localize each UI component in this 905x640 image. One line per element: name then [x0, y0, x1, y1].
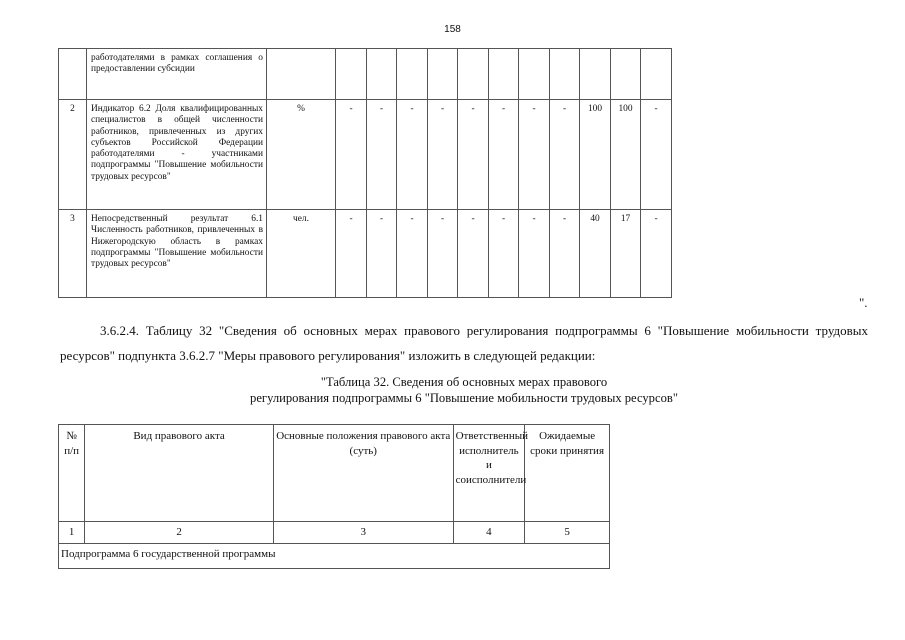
header-provisions: Основные положения правового акта (суть) [273, 425, 453, 522]
column-number-5: 5 [525, 522, 610, 544]
indicator-value-cell [489, 49, 519, 100]
indicators-table [58, 48, 672, 298]
indicator-row [59, 49, 672, 100]
legal-regulation-table [58, 424, 610, 569]
indicator-value-cell: - [428, 210, 458, 298]
header-act-type: Вид правового акта [85, 425, 274, 522]
indicator-row [59, 100, 672, 210]
indicator-unit: чел. [267, 210, 336, 298]
indicator-value-cell: - [458, 100, 489, 210]
page-number: 158 [444, 24, 461, 35]
caption-line-2: регулирования подпрограммы 6 "Повышение мобильности трудовых ресурсов" [250, 391, 678, 405]
indicator-number: 2 [59, 100, 87, 210]
indicator-value-cell [550, 49, 580, 100]
indicator-value-cell [580, 49, 611, 100]
indicator-value-cell: - [397, 100, 428, 210]
header-deadline: Ожидаемые сроки принятия [525, 425, 610, 522]
table-32-caption [60, 374, 868, 406]
indicator-value-cell: - [428, 100, 458, 210]
indicator-description: работодателями в рамках соглашения о предоставлении субсидии [87, 49, 267, 100]
indicator-value-cell [428, 49, 458, 100]
indicator-number: 3 [59, 210, 87, 298]
indicator-row [59, 210, 672, 298]
column-number-3: 3 [273, 522, 453, 544]
indicator-value-cell: - [367, 210, 397, 298]
indicator-value-cell: 100 [611, 100, 641, 210]
indicator-value-cell: - [367, 100, 397, 210]
indicator-value-cell: - [489, 100, 519, 210]
column-number-2: 2 [85, 522, 274, 544]
closing-quote: ". [859, 295, 868, 310]
indicator-value-cell: - [458, 210, 489, 298]
indicator-value-cell: - [550, 210, 580, 298]
indicator-value-cell [519, 49, 550, 100]
indicator-value-cell: - [397, 210, 428, 298]
indicator-description: Индикатор 6.2 Доля квалифицированных специалистов в общей численности работников, привлеченных из других субъектов Российской Федерации работодателями - участниками подпрограммы "Повышение мобильности трудовых ресурсов" [87, 100, 267, 210]
indicator-value-cell: - [641, 210, 672, 298]
indicator-unit [267, 49, 336, 100]
caption-line-1: "Таблица 32. Сведения об основных мерах правового [320, 375, 608, 389]
column-number-1: 1 [59, 522, 85, 544]
indicator-unit: % [267, 100, 336, 210]
indicator-value-cell: - [489, 210, 519, 298]
indicator-value-cell: - [336, 100, 367, 210]
indicator-value-cell: 40 [580, 210, 611, 298]
indicator-number [59, 49, 87, 100]
indicator-value-cell: - [641, 100, 672, 210]
header-number: № п/п [59, 425, 85, 522]
subprogram-row: Подпрограмма 6 государственной программы [59, 544, 610, 569]
indicator-value-cell: - [336, 210, 367, 298]
indicator-description: Непосредственный результат 6.1 Численность работников, привлеченных в Нижегородскую область в рамках подпрограммы "Повышение мобильности трудовых ресурсов" [87, 210, 267, 298]
indicator-value-cell [458, 49, 489, 100]
amendment-paragraph: 3.6.2.4. Таблицу 32 "Сведения об основных мерах правового регулирования подпрограммы 6 "Повышение мобильности трудовых ресурсов" подпункта 3.6.2.7 "Меры правового регулирования" изложить в следующей редакции: [60, 323, 868, 363]
indicator-value-cell [336, 49, 367, 100]
indicator-value-cell: - [519, 100, 550, 210]
indicator-value-cell [641, 49, 672, 100]
indicator-value-cell [397, 49, 428, 100]
indicator-value-cell [367, 49, 397, 100]
indicator-value-cell: - [550, 100, 580, 210]
indicator-value-cell: 100 [580, 100, 611, 210]
column-number-4: 4 [453, 522, 525, 544]
indicator-value-cell [611, 49, 641, 100]
indicator-value-cell: - [519, 210, 550, 298]
header-responsible: Ответственный исполнитель и соисполнители [453, 425, 525, 522]
indicator-value-cell: 17 [611, 210, 641, 298]
